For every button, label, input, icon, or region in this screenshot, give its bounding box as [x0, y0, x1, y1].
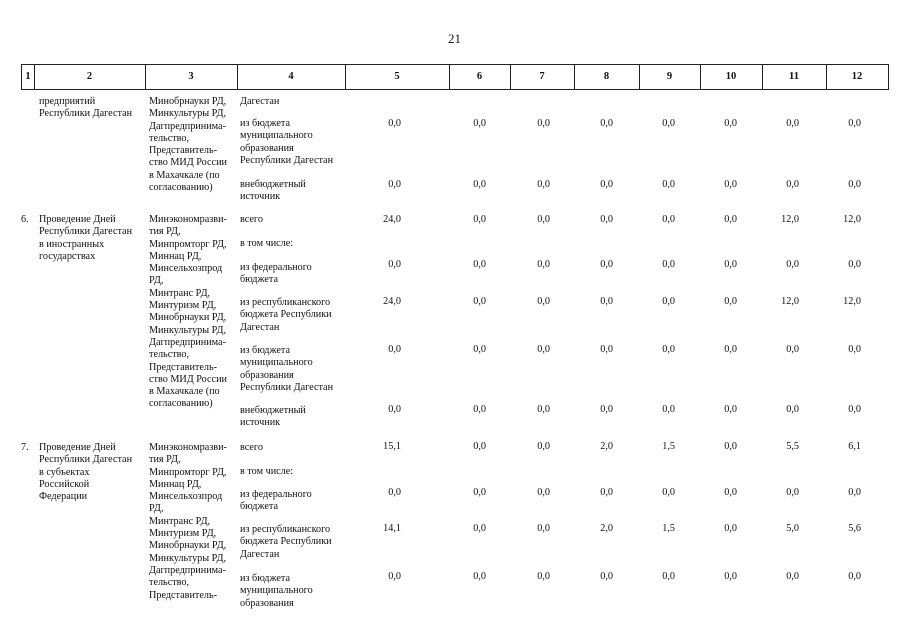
- value-cell: 0,0: [473, 487, 486, 498]
- value-cell: 0,0: [662, 296, 675, 307]
- page-number: 21: [448, 31, 461, 46]
- value-cell: 1,5: [662, 523, 675, 534]
- value-cell: 24,0: [383, 214, 401, 225]
- value-cell: 0,0: [600, 259, 613, 270]
- value-cell: 0,0: [600, 179, 613, 190]
- value-cell: 2,0: [600, 523, 613, 534]
- header-col-4: 4: [288, 71, 294, 82]
- header-col-6: 6: [476, 71, 483, 82]
- value-cell: 0,0: [848, 571, 861, 582]
- value-cell: 0,0: [724, 487, 737, 498]
- value-cell: 0,0: [473, 214, 486, 225]
- value-cell: 0,0: [537, 259, 550, 270]
- value-cell: 0,0: [473, 344, 486, 355]
- value-cell: 0,0: [473, 404, 486, 415]
- value-cell: 0,0: [473, 179, 486, 190]
- value-cell: 0,0: [724, 441, 737, 452]
- header-col-3: 3: [188, 71, 194, 82]
- value-cell: 0,0: [848, 118, 861, 129]
- source-label: в том числе:: [240, 238, 294, 249]
- header-col-11: 11: [789, 71, 799, 82]
- value-cell: 0,0: [786, 118, 799, 129]
- value-cell: 0,0: [537, 344, 550, 355]
- value-cell: 0,0: [388, 179, 401, 190]
- value-cell: 0,0: [662, 179, 675, 190]
- value-cell: 6,1: [848, 441, 861, 452]
- value-cell: 0,0: [600, 214, 613, 225]
- value-cell: 0,0: [724, 179, 737, 190]
- value-cell: 0,0: [537, 523, 550, 534]
- source-label: всего: [240, 214, 263, 225]
- value-cell: 0,0: [662, 404, 675, 415]
- value-cell: 0,0: [724, 571, 737, 582]
- value-cell: 0,0: [600, 487, 613, 498]
- source-label: из федерального бюджета: [240, 262, 312, 286]
- source-label: Дагестан: [240, 96, 280, 107]
- value-cell: 0,0: [662, 118, 675, 129]
- value-cell: 0,0: [724, 523, 737, 534]
- value-cell: 12,0: [781, 214, 799, 225]
- header-col-1: 1: [25, 71, 31, 82]
- item-name: Проведение Дней Республики Дагестан в иностранных государствах: [39, 214, 133, 262]
- value-cell: 14,1: [383, 523, 401, 534]
- value-cell: 0,0: [473, 523, 486, 534]
- value-cell: 0,0: [473, 571, 486, 582]
- value-cell: 0,0: [662, 259, 675, 270]
- continuation-name: предприятий Республики Дагестан: [39, 96, 133, 120]
- source-label: из бюджета муниципального образования: [240, 573, 313, 609]
- value-cell: 0,0: [724, 118, 737, 129]
- header-col-7: 7: [539, 71, 545, 82]
- value-cell: 0,0: [388, 344, 401, 355]
- value-cell: 12,0: [843, 214, 861, 225]
- value-cell: 0,0: [662, 344, 675, 355]
- value-cell: 0,0: [537, 118, 550, 129]
- value-cell: 0,0: [724, 259, 737, 270]
- value-cell: 15,1: [383, 441, 401, 452]
- value-cell: 0,0: [600, 404, 613, 415]
- value-cell: 0,0: [537, 441, 550, 452]
- value-cell: 0,0: [848, 487, 861, 498]
- value-cell: 0,0: [388, 118, 401, 129]
- value-cell: 0,0: [662, 214, 675, 225]
- value-cell: 5,6: [848, 523, 861, 534]
- value-cell: 0,0: [388, 487, 401, 498]
- value-cell: 0,0: [848, 179, 861, 190]
- value-cell: 0,0: [786, 404, 799, 415]
- value-cell: 0,0: [786, 259, 799, 270]
- value-cell: 5,5: [786, 441, 799, 452]
- item-name: Проведение Дней Республики Дагестан в субъектах Российской Федерации: [39, 442, 133, 503]
- value-cell: 0,0: [786, 571, 799, 582]
- item-number: 6.: [21, 214, 29, 225]
- header-col-12: 12: [851, 71, 863, 82]
- value-cell: 0,0: [724, 296, 737, 307]
- source-label: всего: [240, 442, 263, 453]
- header-col-10: 10: [725, 71, 737, 82]
- source-label: из бюджета муниципального образования Республики Дагестан: [240, 345, 334, 393]
- value-cell: 0,0: [537, 404, 550, 415]
- value-cell: 0,0: [848, 259, 861, 270]
- continuation-executors: Минобрнауки РД, Минкультуры РД, Дагпредпринима- тельство, Представитель- ство МИД России в Махачкале (по согласованию): [149, 96, 227, 194]
- value-cell: 0,0: [724, 214, 737, 225]
- value-cell: 0,0: [473, 296, 486, 307]
- value-cell: 0,0: [786, 179, 799, 190]
- value-cell: 0,0: [724, 344, 737, 355]
- value-cell: 0,0: [662, 487, 675, 498]
- table-header: [21, 64, 889, 90]
- value-cell: 24,0: [383, 296, 401, 307]
- value-cell: 0,0: [388, 404, 401, 415]
- value-cell: 0,0: [600, 571, 613, 582]
- header-col-8: 8: [603, 71, 610, 82]
- source-label: в том числе:: [240, 466, 294, 477]
- value-cell: 2,0: [600, 441, 613, 452]
- value-cell: 0,0: [473, 259, 486, 270]
- value-cell: 0,0: [662, 571, 675, 582]
- value-cell: 0,0: [388, 571, 401, 582]
- value-cell: 0,0: [537, 571, 550, 582]
- item-number: 7.: [21, 442, 29, 453]
- header-col-5: 5: [394, 71, 400, 82]
- value-cell: 0,0: [848, 404, 861, 415]
- value-cell: 0,0: [537, 214, 550, 225]
- value-cell: 0,0: [600, 118, 613, 129]
- source-label: из республиканского бюджета Республики Дагестан: [240, 524, 332, 560]
- value-cell: 1,5: [662, 441, 675, 452]
- value-cell: 0,0: [724, 404, 737, 415]
- value-cell: 0,0: [473, 441, 486, 452]
- value-cell: 0,0: [473, 118, 486, 129]
- value-cell: 0,0: [786, 344, 799, 355]
- source-label: из республиканского бюджета Республики Дагестан: [240, 297, 332, 333]
- value-cell: 0,0: [848, 344, 861, 355]
- source-label: внебюджетный источник: [240, 405, 306, 429]
- source-label: из бюджета муниципального образования Республики Дагестан: [240, 118, 334, 166]
- source-label: внебюджетный источник: [240, 179, 306, 203]
- source-label: из федерального бюджета: [240, 489, 312, 513]
- value-cell: 0,0: [537, 179, 550, 190]
- header-col-9: 9: [666, 71, 673, 82]
- item-executors: Минэкономразви- тия РД, Минпромторг РД, Миннац РД, Минсельхозпрод РД, Минтранс РД, Минтуризм РД, Минобрнауки РД, Минкультуры РД, Дагпредпринима- тельство, Представитель- ство МИД России в Махачкале (по согласованию): [149, 214, 227, 410]
- value-cell: 0,0: [537, 296, 550, 307]
- value-cell: 0,0: [600, 344, 613, 355]
- item-executors: Минэкономразви- тия РД, Минпромторг РД, Миннац РД, Минсельхозпрод РД, Минтранс РД, Минтуризм РД, Минобрнауки РД, Минкультуры РД, Дагпредпринима- тельство, Представитель-: [149, 442, 227, 601]
- header-col-2: 2: [86, 71, 93, 82]
- value-cell: 0,0: [600, 296, 613, 307]
- value-cell: 0,0: [388, 259, 401, 270]
- value-cell: 5,0: [786, 523, 799, 534]
- value-cell: 12,0: [781, 296, 799, 307]
- value-cell: 0,0: [786, 487, 799, 498]
- value-cell: 12,0: [843, 296, 861, 307]
- value-cell: 0,0: [537, 487, 550, 498]
